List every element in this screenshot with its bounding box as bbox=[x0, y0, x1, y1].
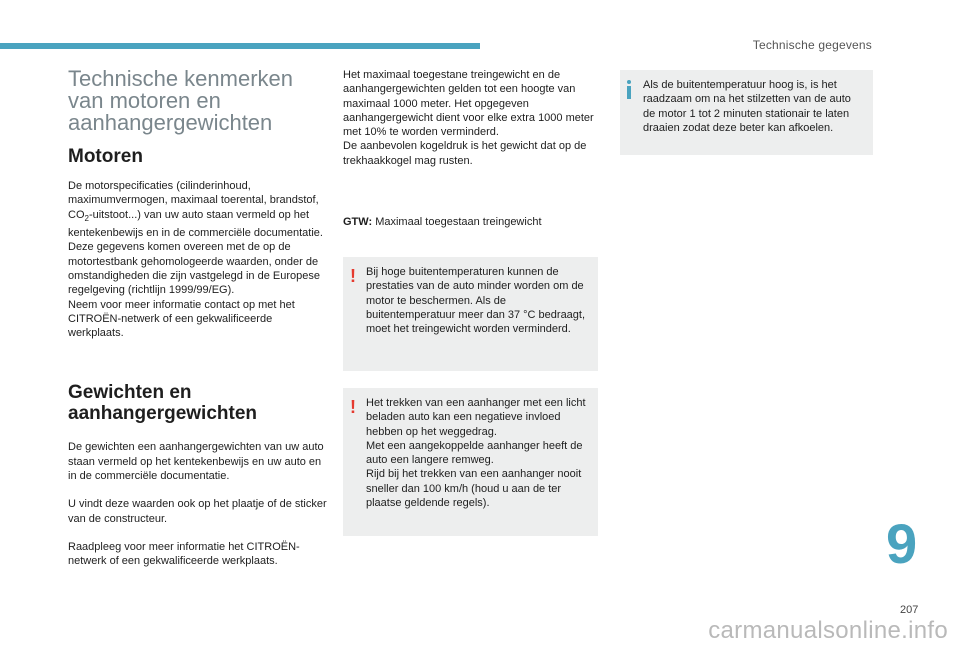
gewichten-paragraph-1: De gewichten een aanhangergewichten van uw auto staan vermeld op het kentekenbewijs en uw auto en in de commerciële documentatie. bbox=[68, 441, 324, 483]
warning-text-trailer-3: Rijd bij het trekken van een aanhanger nooit sneller dan 100 km/h (houd u aan de ter plaatse geldende regels). bbox=[366, 468, 582, 510]
warning-text-trailer-1: Het trekken van een aanhanger met een licht beladen auto kan een negatieve invloed hebben op het weggedrag. bbox=[366, 397, 586, 438]
header-accent-bar bbox=[0, 43, 480, 49]
info-icon bbox=[627, 80, 631, 99]
page-number: 207 bbox=[900, 604, 919, 616]
warning-text-trailer-2: Met een aangekoppelde aanhanger heeft de auto een langere remweg. bbox=[366, 439, 583, 467]
warning-box-temperature bbox=[343, 257, 598, 371]
page-title-line-3: aanhangergewichten bbox=[68, 110, 273, 135]
gtw-definition: GTW: Maximaal toegestaan treingewicht bbox=[343, 216, 542, 229]
motoren-paragraph-2: Deze gegevens komen overeen met de op de motortestbank gehomologeerde waarden, onder de omstandigheden die zijn vastgelegd in de Europese regelgeving (richtlijn 1999/99/EG). bbox=[68, 241, 320, 297]
column-left bbox=[68, 68, 330, 569]
page-title-line-2: van motoren en bbox=[68, 88, 221, 113]
info-box-cooling bbox=[620, 70, 873, 155]
page-title-line-1: Technische kenmerken bbox=[68, 66, 294, 91]
gewichten-heading: Gewichten en aanhangergewichten bbox=[68, 382, 257, 425]
gewichten-paragraph-2: U vindt deze waarden ook op het plaatje of de sticker van de constructeur. bbox=[68, 498, 327, 525]
gewichten-paragraph-3: Raadpleeg voor meer informatie het CITROËN-netwerk of een gekwalificeerde werkplaats. bbox=[68, 540, 300, 568]
page-title bbox=[68, 68, 330, 134]
motoren-paragraph-3: Neem voor meer informatie contact op met het CITROËN-netwerk of een gekwalificeerde werkplaats. bbox=[68, 298, 295, 340]
kogeldruk-paragraph: De aanbevolen kogeldruk is het gewicht dat op de trekhaakkogel mag rusten. bbox=[343, 140, 587, 167]
warning-box-trailer bbox=[343, 388, 598, 536]
motoren-heading: Motoren bbox=[68, 146, 143, 167]
info-text-cooling: Als de buitentemperatuur hoog is, is het raadzaam om na het stilzetten van de auto de motor 1 tot 2 minuten stationair te laten draaien zodat deze beter kan afkoelen. bbox=[643, 79, 851, 134]
warning-icon: ! bbox=[350, 397, 356, 417]
column-middle bbox=[343, 68, 601, 229]
section-header: Technische gegevens bbox=[752, 38, 872, 52]
warning-text-temperature: Bij hoge buitentemperaturen kunnen de prestaties van de auto minder worden om de motor te beschermen. Als de buitentemperatuur meer dan 37 °C bedraagt, moet het treingewicht worden verminderd. bbox=[366, 266, 586, 336]
watermark: carmanualsonline.info bbox=[708, 617, 948, 644]
motoren-paragraph-1: De motorspecificaties (cilinderinhoud, maximumvermogen, maximaal toerental, brandstof, $CO_2-uitstoot$...) van uw auto staan vermeld op het kentekenbewijs en in de commerciële documentatie. bbox=[68, 180, 323, 240]
warning-icon: ! bbox=[350, 266, 356, 286]
treingewicht-paragraph: Het maximaal toegestane treingewicht en de aanhangergewichten gelden tot een hoogte van maximaal 1000 meter. Het opgegeven aanhangergewicht dient voor elke extra 1000 meter met 10% te worden verminderd. bbox=[343, 69, 594, 139]
chapter-number: 9 bbox=[886, 512, 918, 575]
